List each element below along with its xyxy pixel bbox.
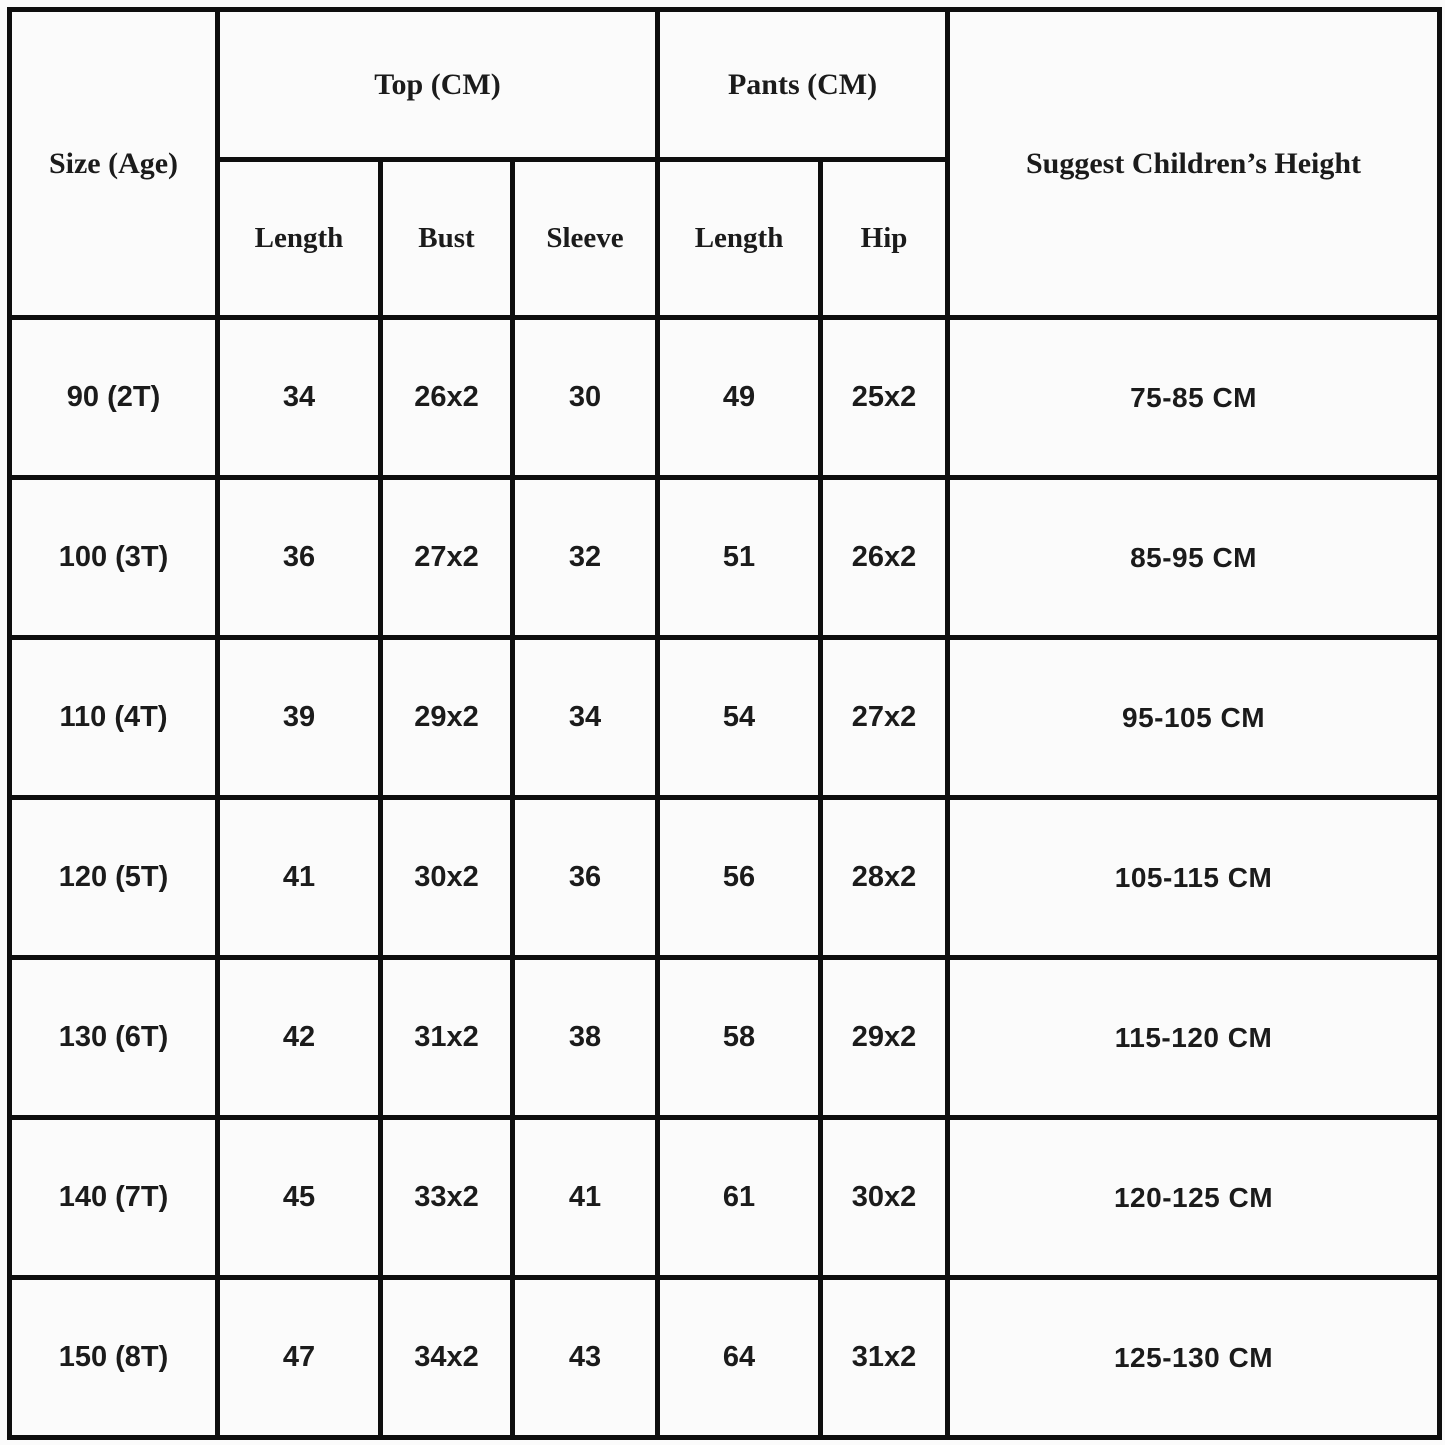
cell-bust: 30x2	[381, 798, 513, 958]
cell-pants-length: 58	[658, 958, 821, 1118]
cell-height: 85-95 CM	[948, 478, 1440, 638]
cell-height: 120-125 CM	[948, 1118, 1440, 1278]
cell-hip: 27x2	[821, 638, 948, 798]
cell-sleeve: 32	[513, 478, 658, 638]
cell-hip: 29x2	[821, 958, 948, 1118]
table-row	[10, 958, 1440, 1118]
cell-hip: 31x2	[821, 1278, 948, 1438]
header-size-age: Size (Age)	[10, 10, 218, 318]
cell-top-length: 39	[218, 638, 381, 798]
cell-top-length: 41	[218, 798, 381, 958]
cell-height: 105-115 CM	[948, 798, 1440, 958]
header-top-length: Length	[218, 160, 381, 318]
cell-top-length: 36	[218, 478, 381, 638]
cell-sleeve: 34	[513, 638, 658, 798]
cell-pants-length: 56	[658, 798, 821, 958]
cell-bust: 27x2	[381, 478, 513, 638]
cell-bust: 31x2	[381, 958, 513, 1118]
cell-top-length: 34	[218, 318, 381, 478]
cell-hip: 26x2	[821, 478, 948, 638]
cell-size: 140 (7T)	[10, 1118, 218, 1278]
cell-height: 125-130 CM	[948, 1278, 1440, 1438]
header-top-sleeve: Sleeve	[513, 160, 658, 318]
cell-height: 95-105 CM	[948, 638, 1440, 798]
cell-size: 110 (4T)	[10, 638, 218, 798]
header-pants-length: Length	[658, 160, 821, 318]
header-top-bust: Bust	[381, 160, 513, 318]
cell-height: 115-120 CM	[948, 958, 1440, 1118]
cell-hip: 30x2	[821, 1118, 948, 1278]
header-pants-group: Pants (CM)	[658, 10, 948, 160]
cell-hip: 25x2	[821, 318, 948, 478]
cell-bust: 33x2	[381, 1118, 513, 1278]
cell-bust: 29x2	[381, 638, 513, 798]
cell-bust: 26x2	[381, 318, 513, 478]
table-row	[10, 1118, 1440, 1278]
cell-size: 90 (2T)	[10, 318, 218, 478]
cell-sleeve: 43	[513, 1278, 658, 1438]
cell-pants-length: 51	[658, 478, 821, 638]
cell-top-length: 42	[218, 958, 381, 1118]
cell-size: 150 (8T)	[10, 1278, 218, 1438]
table-row	[10, 798, 1440, 958]
size-chart-table	[7, 7, 1442, 1440]
header-pants-hip: Hip	[821, 160, 948, 318]
table-row	[10, 638, 1440, 798]
cell-size: 100 (3T)	[10, 478, 218, 638]
cell-pants-length: 61	[658, 1118, 821, 1278]
table-row	[10, 478, 1440, 638]
table-row	[10, 318, 1440, 478]
cell-top-length: 45	[218, 1118, 381, 1278]
header-row-groups	[10, 10, 1440, 160]
cell-top-length: 47	[218, 1278, 381, 1438]
header-suggest-height: Suggest Children’s Height	[948, 10, 1440, 318]
cell-height: 75-85 CM	[948, 318, 1440, 478]
header-top-group: Top (CM)	[218, 10, 658, 160]
cell-sleeve: 36	[513, 798, 658, 958]
cell-bust: 34x2	[381, 1278, 513, 1438]
cell-sleeve: 41	[513, 1118, 658, 1278]
cell-sleeve: 30	[513, 318, 658, 478]
cell-sleeve: 38	[513, 958, 658, 1118]
table-row	[10, 1278, 1440, 1438]
cell-pants-length: 64	[658, 1278, 821, 1438]
cell-hip: 28x2	[821, 798, 948, 958]
cell-size: 120 (5T)	[10, 798, 218, 958]
cell-size: 130 (6T)	[10, 958, 218, 1118]
cell-pants-length: 54	[658, 638, 821, 798]
cell-pants-length: 49	[658, 318, 821, 478]
